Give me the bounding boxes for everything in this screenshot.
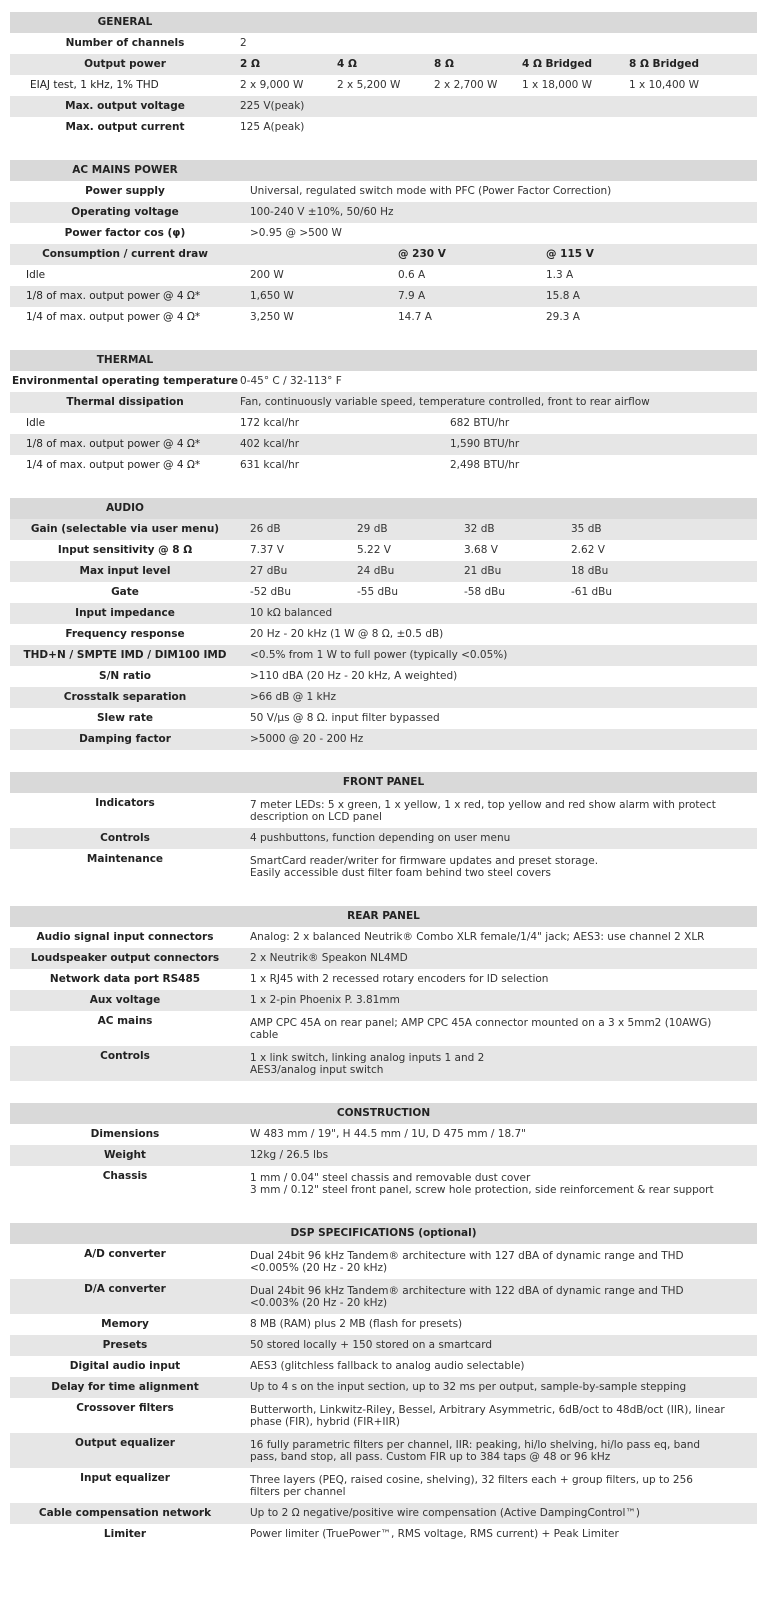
row-label: Frequency response	[65, 628, 185, 640]
row-label: A/D converter	[84, 1248, 166, 1260]
row-value: 172 kcal/hr	[240, 417, 300, 429]
row-value: Up to 2 Ω negative/positive wire compensation (Active DampingControl™)	[250, 1507, 640, 1519]
row-value: 682 BTU/hr	[450, 417, 510, 429]
dsp-section	[10, 1223, 757, 1545]
thermal-section	[10, 350, 757, 476]
row-value: <0.5% from 1 W to full power (typically <0.05%)	[250, 649, 508, 661]
table-row	[10, 1166, 757, 1201]
row-label: Presets	[102, 1339, 148, 1351]
row-value: 1 x 18,000 W	[522, 79, 593, 91]
table-row	[10, 687, 757, 708]
row-label: Digital audio input	[69, 1360, 181, 1372]
table-row	[10, 948, 757, 969]
row-value: >66 dB @ 1 kHz	[250, 691, 337, 703]
front-panel-section	[10, 772, 757, 884]
row-value: Butterworth, Linkwitz-Riley, Bessel, Arbitrary Asymmetric, 6dB/oct to 48dB/oct (IIR), linear	[250, 1404, 725, 1416]
table-row	[10, 666, 757, 687]
row-label: Loudspeaker output connectors	[30, 952, 220, 964]
row-value: 2 x Neutrik® Speakon NL4MD	[250, 952, 408, 964]
row-label: DSP SPECIFICATIONS (optional)	[290, 1227, 477, 1239]
row-label: Crossover filters	[76, 1402, 174, 1414]
row-value: 1 x 2-pin Phoenix P. 3.81mm	[250, 994, 400, 1006]
table-row	[10, 33, 757, 54]
row-value: Up to 4 s on the input section, up to 32 ms per output, sample-by-sample stepping	[250, 1381, 687, 1393]
row-label: CONSTRUCTION	[336, 1107, 431, 1119]
row-value: 12kg / 26.5 lbs	[250, 1149, 329, 1161]
table-row	[10, 793, 757, 828]
row-value: Easily accessible dust filter foam behind two steel covers	[250, 867, 551, 879]
table-row	[10, 1503, 757, 1524]
row-label: Idle	[26, 417, 46, 429]
table-row	[10, 265, 757, 286]
table-row	[10, 413, 757, 434]
row-label: Output power	[84, 58, 166, 70]
row-value: 15.8 A	[546, 290, 580, 302]
row-value: 1,650 W	[250, 290, 294, 302]
row-value: 2 x 2,700 W	[434, 79, 498, 91]
table-row	[10, 624, 757, 645]
row-value: 4 pushbuttons, function depending on user menu	[250, 832, 511, 844]
row-value: Dual 24bit 96 kHz Tandem® architecture with 127 dBA of dynamic range and THD	[250, 1250, 684, 1262]
row-value: Three layers (PEQ, raised cosine, shelving), 32 filters each + group filters, up to 256	[250, 1474, 693, 1486]
row-label: AC MAINS POWER	[72, 164, 178, 176]
section-header	[10, 350, 757, 371]
table-row	[10, 96, 757, 117]
table-row	[10, 582, 757, 603]
row-value: 100-240 V ±10%, 50/60 Hz	[250, 206, 394, 218]
table-row	[10, 1433, 757, 1468]
row-label: Network data port RS485	[49, 973, 201, 985]
row-label: Cable compensation network	[38, 1507, 212, 1519]
table-row	[10, 1011, 757, 1046]
row-value: 29.3 A	[546, 311, 580, 323]
row-value: 225 V(peak)	[240, 100, 305, 112]
row-label: Aux voltage	[89, 994, 161, 1006]
table-row	[10, 561, 757, 582]
table-row	[10, 1377, 757, 1398]
row-label: EIAJ test, 1 kHz, 1% THD	[30, 79, 159, 91]
row-value: phase (FIR), hybrid (FIR+IIR)	[250, 1416, 401, 1428]
row-value: AMP CPC 45A on rear panel; AMP CPC 45A connector mounted on a 3 x 5mm2 (10AWG)	[250, 1017, 712, 1029]
row-label: Gain (selectable via user menu)	[30, 523, 220, 535]
row-label: Operating voltage	[71, 206, 179, 218]
row-value: 1.3 A	[546, 269, 574, 281]
table-row	[10, 1314, 757, 1335]
row-label: Input sensitivity @ 8 Ω	[57, 544, 193, 556]
audio-section	[10, 498, 757, 750]
table-row	[10, 969, 757, 990]
row-label: REAR PANEL	[347, 910, 420, 922]
spec-sheet	[10, 0, 757, 1545]
row-label: Max. output current	[65, 121, 185, 133]
table-row	[10, 540, 757, 561]
row-value: pass, band stop, all pass. Custom FIR up to 384 taps @ 48 or 96 kHz	[250, 1451, 611, 1463]
general-section	[10, 12, 757, 138]
row-value: -58 dBu	[464, 586, 506, 598]
construction-section	[10, 1103, 757, 1201]
row-label: Chassis	[102, 1170, 148, 1182]
table-row	[10, 202, 757, 223]
table-row	[10, 434, 757, 455]
row-label: THD+N / SMPTE IMD / DIM100 IMD	[23, 649, 227, 661]
section-header	[10, 772, 757, 793]
row-label: Environmental operating temperature	[11, 375, 238, 387]
table-row	[10, 927, 757, 948]
row-label: AUDIO	[106, 502, 144, 514]
row-value: W 483 mm / 19", H 44.5 mm / 1U, D 475 mm / 18.7"	[250, 1128, 526, 1140]
row-label: Thermal dissipation	[66, 396, 184, 408]
row-value: 2.62 V	[571, 544, 605, 556]
row-label: 1/4 of max. output power @ 4 Ω*	[26, 459, 201, 471]
row-value: 3.68 V	[464, 544, 498, 556]
row-value: <0.005% (20 Hz - 20 kHz)	[250, 1262, 388, 1274]
row-value: >5000 @ 20 - 200 Hz	[250, 733, 364, 745]
table-row	[10, 181, 757, 202]
row-value: AES3 (glitchless fallback to analog audio selectable)	[250, 1360, 525, 1372]
row-value: 3,250 W	[250, 311, 294, 323]
table-row	[10, 1279, 757, 1314]
rear-panel-section	[10, 906, 757, 1081]
row-label: Number of channels	[65, 37, 185, 49]
row-value: description on LCD panel	[250, 811, 382, 823]
row-label: Consumption / current draw	[42, 248, 208, 260]
row-value: 27 dBu	[250, 565, 288, 577]
row-value: 1 x 10,400 W	[629, 79, 700, 91]
row-value: >110 dBA (20 Hz - 20 kHz, A weighted)	[250, 670, 458, 682]
table-row	[10, 708, 757, 729]
row-value: 631 kcal/hr	[240, 459, 300, 471]
row-label: Slew rate	[96, 712, 154, 724]
row-value: @ 230 V	[398, 248, 446, 260]
row-value: 24 dBu	[357, 565, 395, 577]
row-value: <0.003% (20 Hz - 20 kHz)	[250, 1297, 388, 1309]
table-row	[10, 392, 757, 413]
row-label: Damping factor	[79, 733, 171, 745]
row-label: Memory	[101, 1318, 149, 1330]
row-value: 7.37 V	[250, 544, 284, 556]
row-value: 29 dB	[357, 523, 388, 535]
row-value: 125 A(peak)	[240, 121, 305, 133]
table-row	[10, 1524, 757, 1545]
row-label: Power factor cos (φ)	[64, 227, 186, 239]
row-value: AES3/analog input switch	[250, 1064, 384, 1076]
section-header	[10, 498, 757, 519]
table-row	[10, 75, 757, 96]
row-label: Delay for time alignment	[51, 1381, 199, 1393]
row-value: 2 x 9,000 W	[240, 79, 304, 91]
row-value: 200 W	[250, 269, 284, 281]
table-row	[10, 54, 757, 75]
row-value: -52 dBu	[250, 586, 292, 598]
row-value: 2,498 BTU/hr	[450, 459, 520, 471]
row-value: >0.95 @ >500 W	[250, 227, 342, 239]
row-value: 7.9 A	[398, 290, 426, 302]
row-value: 4 Ω Bridged	[522, 58, 592, 70]
table-row	[10, 603, 757, 624]
row-value: 4 Ω	[337, 58, 357, 70]
row-value: filters per channel	[250, 1486, 346, 1498]
table-row	[10, 729, 757, 750]
row-label: AC mains	[97, 1015, 153, 1027]
row-label: 1/8 of max. output power @ 4 Ω*	[26, 438, 201, 450]
row-value: 50 V/μs @ 8 Ω. input filter bypassed	[250, 712, 440, 724]
row-label: 1/4 of max. output power @ 4 Ω*	[26, 311, 201, 323]
row-label: FRONT PANEL	[342, 776, 425, 788]
table-row	[10, 519, 757, 540]
table-row	[10, 645, 757, 666]
row-value: 1,590 BTU/hr	[450, 438, 520, 450]
row-label: Max input level	[79, 565, 171, 577]
row-value: 7 meter LEDs: 5 x green, 1 x yellow, 1 x red, top yellow and red show alarm with protect	[250, 799, 716, 811]
table-row	[10, 1335, 757, 1356]
row-value: Dual 24bit 96 kHz Tandem® architecture with 122 dBA of dynamic range and THD	[250, 1285, 684, 1297]
row-value: cable	[250, 1029, 279, 1041]
row-value: 1 x link switch, linking analog inputs 1 and 2	[250, 1052, 485, 1064]
table-row	[10, 371, 757, 392]
table-row	[10, 1124, 757, 1145]
row-label: Input equalizer	[80, 1472, 170, 1484]
row-value: 18 dBu	[571, 565, 609, 577]
row-value: 32 dB	[464, 523, 495, 535]
row-value: 1 mm / 0.04" steel chassis and removable dust cover	[250, 1172, 531, 1184]
row-value: 0-45° C / 32-113° F	[240, 375, 342, 387]
table-row	[10, 223, 757, 244]
table-row	[10, 117, 757, 138]
table-row	[10, 849, 757, 884]
row-value: 0.6 A	[398, 269, 426, 281]
ac-mains-section	[10, 160, 757, 328]
row-value: 1 x RJ45 with 2 recessed rotary encoders for ID selection	[250, 973, 549, 985]
row-label: Power supply	[85, 185, 165, 197]
table-row	[10, 455, 757, 476]
table-row	[10, 1398, 757, 1433]
row-label: Controls	[100, 1050, 150, 1062]
row-label: 1/8 of max. output power @ 4 Ω*	[26, 290, 201, 302]
row-label: S/N ratio	[99, 670, 151, 682]
table-row	[10, 307, 757, 328]
row-label: Idle	[26, 269, 46, 281]
table-row	[10, 1468, 757, 1503]
row-label: Maintenance	[86, 853, 164, 865]
row-value: 20 Hz - 20 kHz (1 W @ 8 Ω, ±0.5 dB)	[250, 628, 444, 640]
row-value: @ 115 V	[546, 248, 594, 260]
row-label: Dimensions	[90, 1128, 160, 1140]
row-value: 8 Ω	[434, 58, 454, 70]
row-label: THERMAL	[96, 354, 154, 366]
row-label: GENERAL	[97, 16, 153, 28]
row-value: 35 dB	[571, 523, 602, 535]
row-value: SmartCard reader/writer for firmware updates and preset storage.	[250, 855, 599, 867]
table-row	[10, 244, 757, 265]
row-label: Max. output voltage	[65, 100, 185, 112]
row-value: 10 kΩ balanced	[250, 607, 333, 619]
row-value: 2 Ω	[240, 58, 260, 70]
row-value: 2	[240, 37, 247, 49]
row-value: 21 dBu	[464, 565, 502, 577]
row-value: 14.7 A	[398, 311, 432, 323]
row-value: 50 stored locally + 150 stored on a smartcard	[250, 1339, 493, 1351]
row-value: Universal, regulated switch mode with PFC (Power Factor Correction)	[250, 185, 612, 197]
row-value: 8 MB (RAM) plus 2 MB (flash for presets)	[250, 1318, 463, 1330]
row-label: Output equalizer	[75, 1437, 175, 1449]
row-label: Limiter	[103, 1528, 147, 1540]
table-row	[10, 1244, 757, 1279]
row-label: Controls	[100, 832, 150, 844]
row-value: Analog: 2 x balanced Neutrik® Combo XLR female/1/4" jack; AES3: use channel 2 XLR	[250, 931, 705, 943]
row-label: Gate	[111, 586, 139, 598]
row-label: D/A converter	[84, 1283, 166, 1295]
row-value: -55 dBu	[357, 586, 399, 598]
row-value: Fan, continuously variable speed, temperature controlled, front to rear airflow	[240, 396, 650, 408]
row-label: Crosstalk separation	[63, 691, 187, 703]
row-label: Input impedance	[75, 607, 175, 619]
row-label: Audio signal input connectors	[36, 931, 214, 943]
row-label: Indicators	[95, 797, 155, 809]
table-row	[10, 1046, 757, 1081]
row-value: -61 dBu	[571, 586, 613, 598]
row-value: 16 fully parametric filters per channel, IIR: peaking, hi/lo shelving, hi/lo pass eq, band	[250, 1439, 701, 1451]
table-row	[10, 1356, 757, 1377]
table-row	[10, 286, 757, 307]
row-value: 402 kcal/hr	[240, 438, 300, 450]
row-value: 26 dB	[250, 523, 281, 535]
row-value: 3 mm / 0.12" steel front panel, screw hole protection, side reinforcement & rear support	[250, 1184, 714, 1196]
section-header	[10, 1223, 757, 1244]
table-row	[10, 1145, 757, 1166]
row-value: 8 Ω Bridged	[629, 58, 699, 70]
row-label: Weight	[104, 1149, 146, 1161]
row-value: Power limiter (TruePower™, RMS voltage, RMS current) + Peak Limiter	[250, 1528, 619, 1540]
table-row	[10, 828, 757, 849]
row-value: 5.22 V	[357, 544, 391, 556]
table-row	[10, 990, 757, 1011]
section-header	[10, 12, 757, 33]
section-header	[10, 906, 757, 927]
section-header	[10, 1103, 757, 1124]
section-header	[10, 160, 757, 181]
row-value: 2 x 5,200 W	[337, 79, 401, 91]
